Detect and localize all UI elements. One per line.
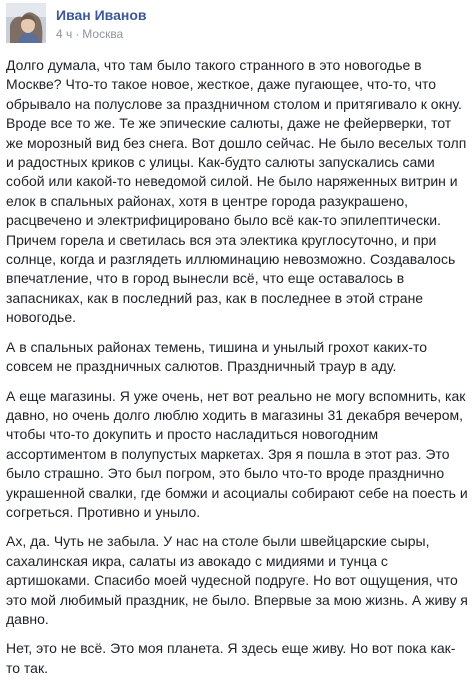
post-location-link[interactable]: Москва [82,27,124,41]
post-header [6,3,466,43]
user-photo-icon [6,3,46,43]
post-paragraph: А в спальных районах темень, тишина и унылый грохот каких-то совсем не праздничных салютов. Праздничный траур в аду. [6,338,428,375]
post-body [6,56,469,688]
meta-separator: · [75,27,80,41]
post-paragraph: Нет, это не всё. Это моя планета. Я здесь еще живу. Но вот пока как-то так. [6,640,456,676]
post-meta [56,27,123,41]
post-timestamp-link[interactable]: 4 ч [56,27,73,41]
post-paragraph: А еще магазины. Я уже очень, нет вот реально не могу вспомнить, как давно, но очень долго люблю ходить в магазины 31 декабря вечером, чтобы что-то докупить и просто насладиться новогодним ассортиментом в полупустых маркетах. Зря я пошла в этот раз. Это было страшно. Это был погром, это было что-то вроде празднично украшенной свалки, где бомжи и асоциалы собирают себе на поесть и согреться. Противно и уныло. [6,387,468,520]
post-paragraph: Долго думала, что там было такого странного в это новогодье в Москве? Что-то такое новое, жесткое, даже пугающее, что-то, что обрывало на полуслове за праздничном столом и притягивало к окну. Вроде все то же. Те же эпические салюты, даже не фейерверки, тот же морозный вид без снега. Вот дошло сейчас. Не было веселых толп и радостных криков с улицы. Как-будто салюты запускались сами собой или какой-то неведомой силой. Не было наряженных витрин и елок в спальных районах, хотя в центре города разукрашено, расцвечено и электрифицировано было всё как-то эпилептически. Причем горела и светилась вся эта электика круглосуточно, и при солнце, когда и разглядеть иллюминацию невозможно. Создавалось впечатление, что в город вынесли всё, что еще оставалось в запасниках, как в последний раз, как в последнее в этой стране новогодье. [6,57,467,326]
author-name-link[interactable]: Иван Иванов [56,7,147,23]
post-paragraph: Ах, да. Чуть не забыла. У нас на столе были швейцарские сыры, сахалинская икра, салаты из авокадо с мидиями и тунца с артишоками. Спасибо моей чудесной подруге. Но вот ощущения, что это мой любимый праздник, не было. Впервые за мою жизнь. А живу я давно. [6,533,468,627]
avatar[interactable] [6,3,46,43]
